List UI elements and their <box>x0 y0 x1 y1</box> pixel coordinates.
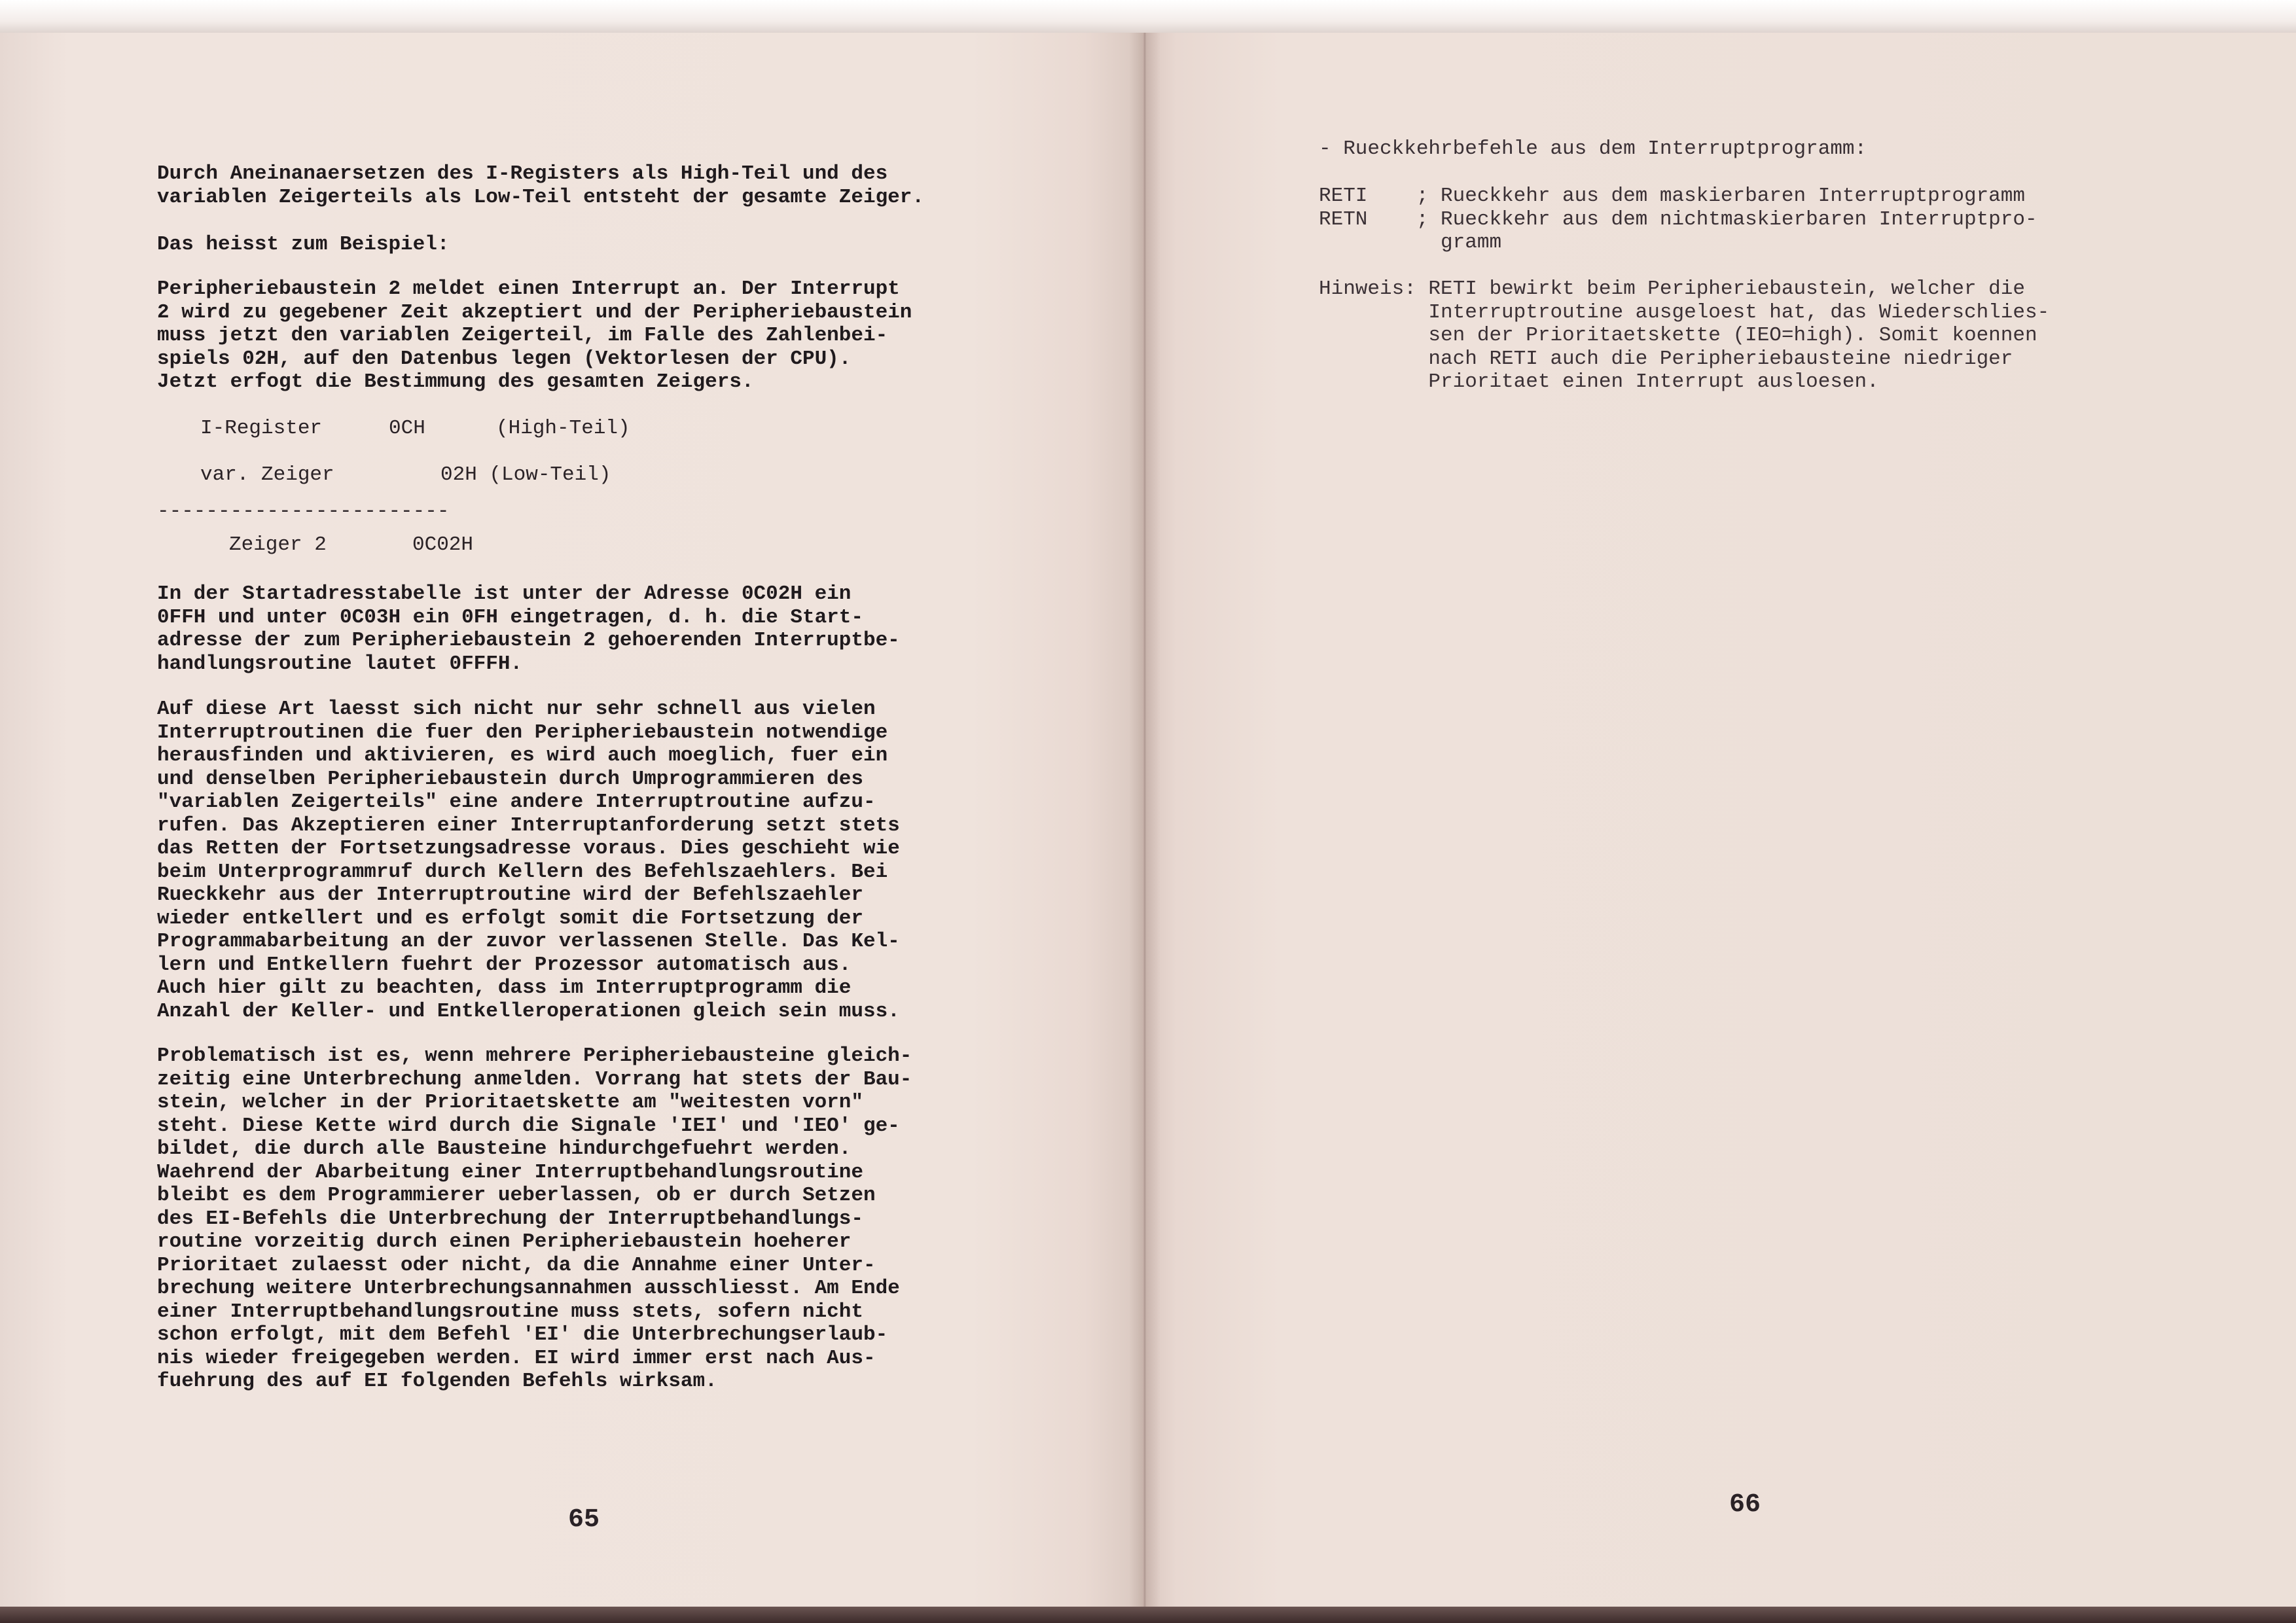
example-pointer-value: 0C02H <box>412 533 474 556</box>
book-gutter <box>1129 33 1160 1616</box>
left-paragraph-priority-chain: Problematisch ist es, wenn mehrere Peripheriebausteine gleich- zeitig eine Unterbrechung anmelden. Vorrang hat stets der Bau- stein, welcher in der Prioritaetskette am "weitesten vorn" steht. Diese Kette wird durch die Signale 'IEI' und 'IEO' ge- bildet, die durch alle Bausteine hindurchgefuehrt werden. Waehrend der Abarbeitung einer Interruptbehandlungsroutine bleibt es dem Programmierer ueberlassen, ob er durch Setzen des EI-Befehls die Unterbrechung der Interruptbehandlungs- routine vorzeitig durch einen Peripheriebaustein hoeherer Prioritaet zulaesst oder nicht, da die Annahme einer Unter- brechung weitere Unterbrechungsannahmen ausschliesst. Am Ende einer Interruptbehandlungsroutine muss stets, sofern nicht schon erfolgt, mit dem Befehl 'EI' die Unterbrechungserlaub- nis wieder freigegeben werden. EI wird immer erst nach Aus- fuehrung des auf EI folgenden Befehls wirksam. <box>157 1044 912 1393</box>
example-pointer-label: Zeiger 2 <box>229 533 327 556</box>
left-paragraph-start-address: In der Startadresstabelle ist unter der Adresse 0C02H ein 0FFH und unter 0C03H ein 0FH eingetragen, d. h. die Start- adresse der zum Peripheriebaustein 2 gehoerenden Interruptbe- handlungsroutine lautet 0FFFH. <box>157 582 900 675</box>
right-page <box>1142 33 2296 1616</box>
left-paragraph-intro: Durch Aneinanaersetzen des I-Registers als High-Teil und des variablen Zeigerteils als Low-Teil entsteht der gesamte Zeiger. <box>157 162 924 209</box>
left-paragraph-interrupt-routines: Auf diese Art laesst sich nicht nur sehr schnell aus vielen Interruptroutinen die fuer den Peripheriebaustein notwendige herausfinden und aktivieren, es wird auch moeglich, fuer ein und denselben Peripheriebaustein durch Umprogrammieren des "variablen Zeigerteils" eine andere Interruptroutine aufzu- rufen. Das Akzeptieren einer Interruptanforderung setzt stets das Retten der Fortsetzungsadresse voraus. Dies geschieht wie beim Unterprogrammruf durch Kellern des Befehlszaehlers. Bei Rueckkehr aus der Interruptroutine wird der Befehlszaehler wieder entkellert und es erfolgt somit die Fortsetzung der Programmabarbeitung an der zuvor verlassenen Stelle. Das Kel- lern und Entkellern fuehrt der Prozessor automatisch aus. Auch hier gilt zu beachten, dass im Interruptprogramm die Anzahl der Keller- und Entkelleroperationen gleich sein muss. <box>157 698 900 1023</box>
example-var-pointer-value: 02H (Low-Teil) <box>440 463 611 486</box>
example-var-pointer-label: var. Zeiger <box>200 463 334 486</box>
scan-top-edge <box>0 0 2296 36</box>
example-separator: ------------------------ <box>157 500 450 523</box>
right-note: Hinweis: RETI bewirkt beim Peripheriebaustein, welcher die Interruptroutine ausgeloest hat, das Wiederschlies- sen der Prioritaetskette (IEO=high). Somit koennen nach RETI auch die Peripheriebausteine niedriger Prioritaet einen Interrupt ausloesen. <box>1319 277 2050 393</box>
left-paragraph-interrupt-request: Peripheriebaustein 2 meldet einen Interrupt an. Der Interrupt 2 wird zu gegebener Zeit akzeptiert und der Peripheriebaustein muss jetzt den variablen Zeigerteil, im Falle des Zahlenbei- spiels 02H, auf den Datenbus legen (Vektorlesen der CPU). Jetzt erfogt die Bestimmung des gesamten Zeigers. <box>157 277 912 393</box>
scan-bottom-edge <box>0 1607 2296 1623</box>
right-heading-return-instructions: - Rueckkehrbefehle aus dem Interruptprogramm: <box>1319 137 1867 160</box>
left-page-number: 65 <box>568 1505 600 1535</box>
right-page-number: 66 <box>1729 1490 1761 1520</box>
left-paragraph-example-heading: Das heisst zum Beispiel: <box>157 233 450 256</box>
example-i-register-label: I-Register <box>200 417 323 440</box>
example-i-register-note: (High-Teil) <box>496 417 630 440</box>
example-i-register-value: 0CH <box>389 417 425 440</box>
right-instruction-list: RETI ; Rueckkehr aus dem maskierbaren Interruptprogramm RETN ; Rueckkehr aus dem nichtmaskierbaren Interruptpro- gramm <box>1319 185 2037 254</box>
